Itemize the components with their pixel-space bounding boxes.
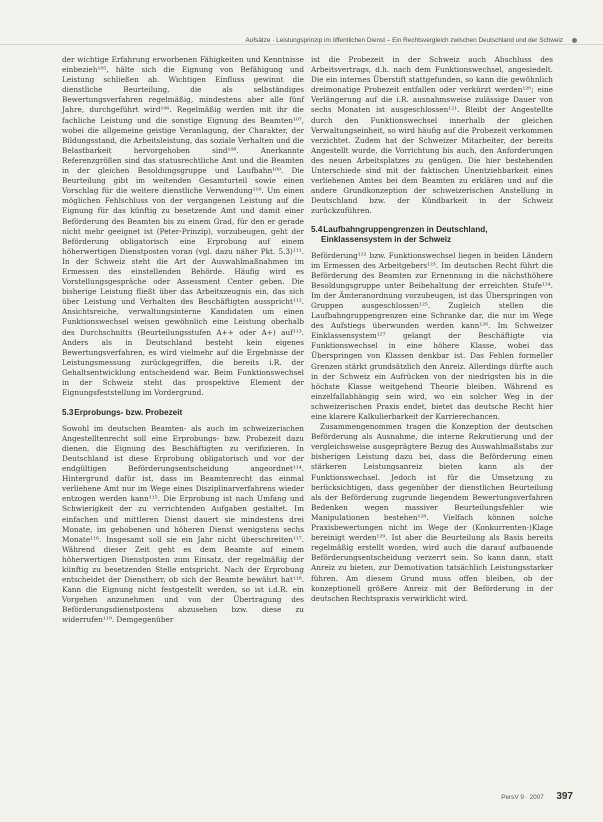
body-paragraph: Zusammengenommen tragen die Konzeption der deutschen Beförderung als Ausnahme, die interne Rekrutierung und der vergleichsweise ausgeprägtere Bezug des Auswahlmaßstabs zur bisherigen Leistung dazu bei, dass die Beförderung einen stärkeren Leistungsanreiz bieten kann als der Funktionswechsel. Jedoch ist für die Umsetzung zu berücksichtigen, dass gegenüber der dienstlichen Beurteilung als der Beförderung zugrunde liegendem Bewertungsverfahren Bedenken wegen massiver Beurteilungsfehler wie Manipulationen bestehen¹²⁸. Vielfach können solche Praxisbewertungen nicht im Wege der (Konkurrenten-)Klage bereinigt werden¹²⁹. Ist aber die Beurteilung als Basis bereits regelmäßig erstellt worden, wird auch die darauf aufbauende Beförderungsentscheidung verzerrt sein. So kann dann, statt Anreiz zu bieten, zur Demotivation tatsächlich Leistungsstarker führen. Am diesem Grund muss offen bleiben, ob der konzeptionell größere Anreiz mit der Beförderung in der deutschen Rechtspraxis verwirklicht wird. bbox=[311, 422, 553, 603]
section-title-line-2: Einklassensystem in der Schweiz bbox=[321, 235, 452, 244]
body-paragraph: ist die Probezeit in der Schweiz auch Abschluss des Arbeitsvertrags, d.h. nach dem Funktionswechsel, angesiedelt. Die ein internes Überstift stattgefunden, so kann die gewöhnlich dreimonatige Probezeit entfallen oder verkürzt werden¹²⁰; eine Verlängerung auf die i.R. ausnahmsweise zulässige Dauer von sechs Monaten ist ausgeschlossen¹²¹. Bleibt der Angestellte durch den Funktionswechsel innerhalb der gleichen Verwaltungseinheit, so wird häufig auf die Probezeit verkommen verzichtet. Zudem hat der Schweizer Mitarbeiter, der bereits Angestellt wurde, die Vorrichtung bis auch, den Anforderungen des neuen Arbeitsplatzes zu genügen. Die hier bestehenden Unterschiede sind mit der faktischen Unentziehbarkeit eines verliehenen Amtes bei dem Beamten zu erklären und auf die andere Grundkonzeption der schweizerischen Anstellung in Deutschland bzw. der Kündbarkeit in der Schweiz zurückzuführen. bbox=[311, 55, 553, 216]
section-number: 5.4 bbox=[311, 224, 323, 234]
page-number: 397 bbox=[556, 791, 573, 802]
left-column bbox=[62, 55, 304, 626]
page-footer bbox=[501, 786, 573, 804]
section-title-line-1: Laufbahngruppengrenzen in Deutschland, bbox=[323, 224, 488, 234]
section-title: Erprobungs- bzw. Probezeit bbox=[74, 408, 183, 418]
running-header bbox=[0, 0, 603, 45]
body-paragraph: der wichtige Erfahrung erworbenen Fähigkeiten und Kenntnisse einbezieh¹⁰⁵, hälte sich die Eignung von Befähigung und Leistung schließen ab. Wichtigen Einfluss gewinnt die dienstliche Beurteilung, die als selbständiges Bewertungsverfahren regelmäßig, mindestens aber alle fünf Jahre, durchgeführt wird¹⁰⁶. Regelmäßig werden mit ihr die fachliche Leistung und die sonstige Eignung des Beamten¹⁰⁷, wobei die allgemeine geistige Veranlagung, der Charakter, der Bildungsstand, die Arbeitsleistung, das soziale Verhalten und die Belastbarkeit hervorgehoben sind¹⁰⁸. Anerkannte Referenzgrößen sind das statusrechtliche Amt und die Beamten in der gleichen Besoldungsgruppe und Laufbahn¹⁰⁹. Die Beurteilung gibt im weitenden Gesamturteil sowie einen Vorschlag für die weitere dienstliche Verwendung¹¹⁰. Um einen möglichen Fehlschluss von der vergangenen Leistung auf die Eignung für das künftig zu besetzende Amt und damit einer Beförderung des Beamten bis zu einem Grad, für den er gerade nicht mehr geeignet ist (Peter-Prinzip), vorzubeugen, geht der Beförderung obligatorisch eine Erprobung auf einem höherwertigen Dienstposten voran (vgl. dazu näher Pkt. 5.3)¹¹¹. In der Schweiz steht die Art der Auswahlmaßnahmen im Ermessen des einstellenden Behörde. Häufig wird es Vorstellungsgespräche oder Assessment Center geben. Die bisherige Leistung fließt über das Arbeitszeugnis ein, das sich über Leistung und Verhalten des Beschäftigten ausspricht¹¹². Ansichtsreiche, verwaltungsinterne Kandidaten um einen Funktionswechsel weisen gewöhnlich eine Leistung oberhalb des Durchschnitts (Beurteilungsstufen A++ oder A+) auf¹¹³. Anders als in Deutschland besteht kein eigenes Bewertungsverfahren, es wird vielmehr auf die Ergebnisse der Leistungsmessung zurückgegriffen, die bereits i.R. der Gehaltsentwicklung entscheidend war. Beim Funktionswechsel in der Schweiz steht das prospektive Element der Eignungsfeststellung im Vordergrund. bbox=[62, 55, 304, 398]
issue-label: PersV 9 · 2007 bbox=[501, 794, 544, 801]
body-paragraph: Beförderung¹²² bzw. Funktionswechsel liegen in beiden Ländern im Ermessen des Arbeitgebers¹²³. Im deutschen Recht führt die Beförderung des Beamten zur Ernennung in die nächsthöhere Besoldungsgruppe unter Beibehaltung der erreichten Stufe¹²⁴. Im der Ämteranordnung vorzubeugen, ist das Überspringen von Gruppen ausgeschlossen¹²⁵. Zugleich stellen die Laufbahngruppengrenzen eine Schranke dar, die nur im Wege des Aufstiegs überwunden werden kann¹²⁶. Im Schweizer Einklassensystem¹²⁷ gelangt der Beschäftigte via Funktionswechsel in eine höhere Klasse, wobei das Überspringen von Klassen denkbar ist. Das Fehlen formeller Grenzen stärkt grundsätzlich den Anreiz. Allerdings dürfte auch in der Schweiz ein Aufrücken von der niedrigsten bis in die höchste Klasse weitgehend Theorie bleiben. Während es einzelfallabhängig sein wird, wo ein solcher Weg in der schweizerischen Praxis endet, bietet das deutsche Recht hier eine klarere Kalkulierbarkeit der Karrierechancen. bbox=[311, 250, 553, 421]
running-title: Aufsätze · Leistungsprinzip im öffentlichen Dienst – Ein Rechtsvergleich zwischen Deutschland und der Schweiz bbox=[245, 37, 563, 44]
section-heading-5-3 bbox=[62, 408, 304, 419]
section-heading-5-4 bbox=[311, 225, 553, 246]
body-paragraph: Sowohl im deutschen Beamten- als auch im schweizerischen Angestelltenrecht soll eine Erprobungs- bzw. Probezeit dazu dienen, die Eignung des Beschäftigten zu verifizieren. In Deutschland ist diese Erprobung obligatorisch und vor der endgültigen Beförderungsentscheidung angeordnet¹¹⁴. Hintergrund dafür ist, dass im Beamtenrecht das einmal verliehene Amt nur im Wege eines Disziplinarverfahrens wieder entzogen werden kann¹¹⁵. Die Erprobung ist nach Umfang und Schwierigkeit der zu verrichtenden Aufgaben gestaltet. Im einfachen und mittleren Dienst dauert sie mindestens drei Monate, im gehobenen und höheren Dienst wenigstens sechs Monate¹¹⁶. Insgesamt soll sie ein Jahr nicht überschreiten¹¹⁷. Während dieser Zeit geht es dem Beamte auf einem höherwertigen Dienstposten zum Einsatz, der regelmäßig der künftig zu besetzenden Stelle entspricht. Nach der Erprobung entscheidet der Dienstherr, ob sich der Beamte bewährt hat¹¹⁸. Kann die Eignung nicht festgestellt werden, so ist i.d.R. ein Vorgehen anzunehmen und von der Übertragung des Beförderungsdienstpostens abzusehen bzw. diese zu widerrufen¹¹⁹. Demgegenüber bbox=[62, 423, 304, 625]
right-column bbox=[311, 55, 553, 604]
section-number: 5.3 bbox=[62, 408, 74, 418]
header-bullet-icon bbox=[572, 38, 577, 43]
